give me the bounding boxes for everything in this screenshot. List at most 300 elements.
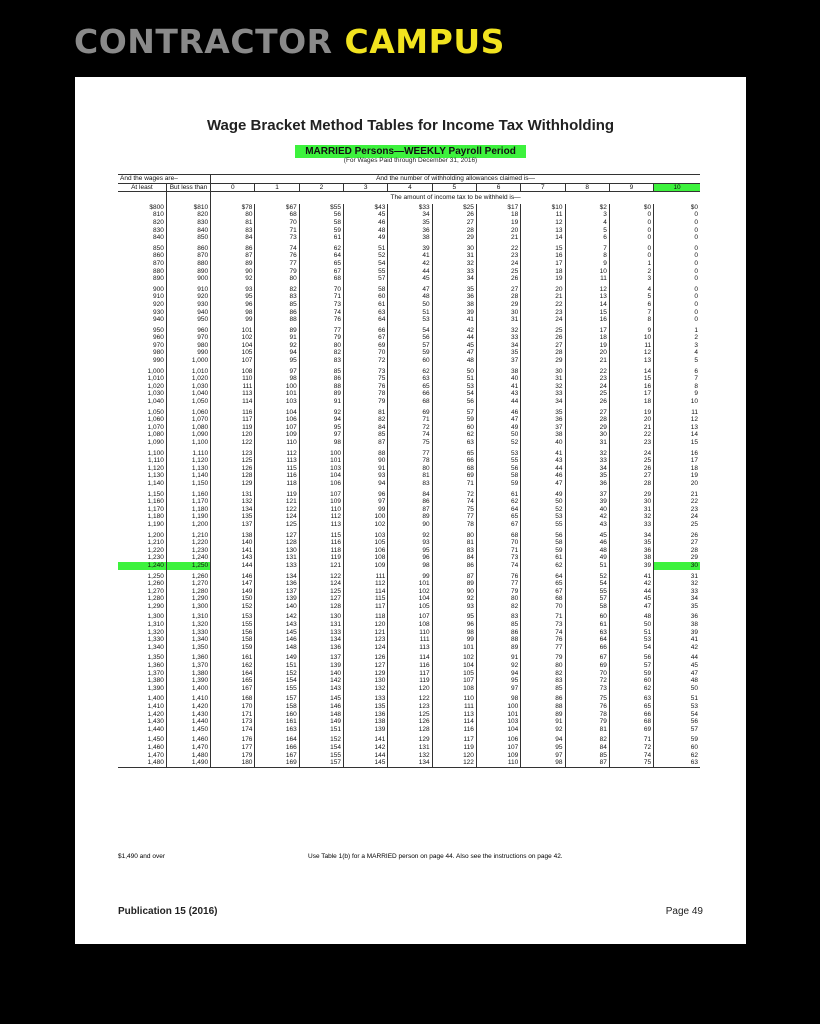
table-cell: 93 xyxy=(432,603,476,611)
table-cell: 88 xyxy=(476,636,520,644)
table-cell: 54 xyxy=(654,711,700,719)
table-cell: 80 xyxy=(432,529,476,540)
table-cell: 56 xyxy=(432,398,476,406)
table-cell: 820 xyxy=(166,211,210,219)
table-cell: 77 xyxy=(299,324,343,335)
table-row xyxy=(118,726,700,734)
table-cell: 0 xyxy=(654,283,700,294)
table-cell: 69 xyxy=(565,662,609,670)
table-cell: 121 xyxy=(255,498,299,506)
table-cell: 0 xyxy=(654,309,700,317)
table-cell: 86 xyxy=(211,242,255,253)
table-cell: 22 xyxy=(565,365,609,376)
table-cell: 930 xyxy=(166,301,210,309)
table-cell: 94 xyxy=(344,480,388,488)
table-cell: 131 xyxy=(211,488,255,499)
table-cell: 85 xyxy=(565,752,609,760)
table-row xyxy=(118,644,700,652)
table-cell: 1,110 xyxy=(166,447,210,458)
table-cell: 1,090 xyxy=(147,439,164,446)
table-cell: 105 xyxy=(211,349,255,357)
table-cell: 72 xyxy=(344,357,388,365)
table-row xyxy=(118,349,700,357)
table-row xyxy=(118,677,700,685)
table-cell: 64 xyxy=(521,570,565,581)
table-cell: 82 xyxy=(521,670,565,678)
table-cell: 85 xyxy=(344,431,388,439)
table-cell: 76 xyxy=(344,383,388,391)
table-cell: 12 xyxy=(565,283,609,294)
table-cell: 53 xyxy=(609,636,653,644)
table-cell: 63 xyxy=(344,309,388,317)
table-cell: 77 xyxy=(476,580,520,588)
table-row xyxy=(118,513,700,521)
table-cell: 51 xyxy=(609,629,653,637)
table-cell: 159 xyxy=(211,644,255,652)
table-cell: 36 xyxy=(609,547,653,555)
table-cell: 75 xyxy=(432,506,476,514)
table-cell: 22 xyxy=(609,431,653,439)
table-cell: 36 xyxy=(654,610,700,621)
table-cell: 113 xyxy=(432,711,476,719)
table-cell: 156 xyxy=(211,629,255,637)
table-row xyxy=(118,309,700,317)
table-cell: 36 xyxy=(388,227,432,235)
table-cell: 34 xyxy=(521,398,565,406)
table-cell: 95 xyxy=(521,744,565,752)
table-cell: 63 xyxy=(388,375,432,383)
table-cell: 71 xyxy=(609,733,653,744)
table-cell: 1 xyxy=(609,260,653,268)
table-cell: 44 xyxy=(388,268,432,276)
table-cell: 60 xyxy=(654,744,700,752)
table-cell: 82 xyxy=(299,349,343,357)
table-cell: 7 xyxy=(654,375,700,383)
table-cell: 148 xyxy=(255,644,299,652)
table-cell: 133 xyxy=(344,692,388,703)
table-row xyxy=(118,718,700,726)
table-cell: 138 xyxy=(211,529,255,540)
table-cell: 860 xyxy=(152,252,164,260)
table-cell: 12 xyxy=(521,219,565,227)
table-cell: 119 xyxy=(388,677,432,685)
table-row xyxy=(118,703,700,711)
table-cell: 63 xyxy=(609,692,653,703)
table-cell: 33 xyxy=(565,457,609,465)
table-cell: 133 xyxy=(299,629,343,637)
table-cell: 50 xyxy=(654,685,700,693)
table-cell: 74 xyxy=(476,562,520,570)
table-cell: 119 xyxy=(432,744,476,752)
table-cell: 850 xyxy=(166,234,210,242)
table-cell: 43 xyxy=(476,390,520,398)
table-cell: 164 xyxy=(255,733,299,744)
table-cell: 83 xyxy=(388,480,432,488)
table-cell: 92 xyxy=(388,529,432,540)
table-cell: 910 xyxy=(166,283,210,294)
table-cell: 32 xyxy=(565,447,609,458)
table-cell: 153 xyxy=(211,610,255,621)
table-cell: 1,410 xyxy=(147,703,164,710)
table-cell: 26 xyxy=(432,211,476,219)
table-cell: 12 xyxy=(654,416,700,424)
table-cell: 0 xyxy=(654,252,700,260)
table-cell: 14 xyxy=(609,365,653,376)
table-cell: 33 xyxy=(654,588,700,596)
table-cell: 26 xyxy=(654,529,700,540)
table-cell: 68 xyxy=(476,529,520,540)
table-cell: 71 xyxy=(255,227,299,235)
table-cell: 20 xyxy=(654,480,700,488)
table-cell: 61 xyxy=(344,301,388,309)
table-cell: 85 xyxy=(476,621,520,629)
table-cell: 39 xyxy=(388,242,432,253)
table-cell: 98 xyxy=(521,759,565,767)
table-row xyxy=(118,498,700,506)
table-cell: $55 xyxy=(299,204,343,212)
table-cell: 1,370 xyxy=(166,662,210,670)
table-cell: 960 xyxy=(152,334,164,342)
table-cell: 158 xyxy=(211,636,255,644)
table-cell: 0 xyxy=(609,211,653,219)
table-cell: 46 xyxy=(521,472,565,480)
table-cell: 0 xyxy=(654,219,700,227)
table-cell: 80 xyxy=(476,595,520,603)
table-cell: 54 xyxy=(609,644,653,652)
table-row xyxy=(118,685,700,693)
table-cell: 119 xyxy=(299,554,343,562)
table-cell: 91 xyxy=(476,651,520,662)
table-cell: 109 xyxy=(255,431,299,439)
allowance-column-9: 9 xyxy=(609,183,653,192)
table-cell: 35 xyxy=(609,539,653,547)
table-cell: 1,240 xyxy=(166,554,210,562)
table-cell: 113 xyxy=(299,521,343,529)
table-cell: 104 xyxy=(388,595,432,603)
table-row xyxy=(118,324,700,335)
table-cell: 40 xyxy=(476,375,520,383)
table-cell: 1,000 xyxy=(166,357,210,365)
table-cell: 7 xyxy=(609,309,653,317)
table-row xyxy=(118,651,700,662)
table-cell: 810 xyxy=(152,211,164,219)
table-cell: 30 xyxy=(565,431,609,439)
table-cell: 141 xyxy=(211,547,255,555)
table-cell: 62 xyxy=(299,242,343,253)
table-cell: 110 xyxy=(388,629,432,637)
table-cell: 62 xyxy=(432,431,476,439)
table-cell: 40 xyxy=(521,439,565,447)
table-cell: 96 xyxy=(211,301,255,309)
table-cell: $0 xyxy=(609,204,653,212)
table-cell: 830 xyxy=(152,226,164,234)
table-cell: 1,010 xyxy=(166,365,210,376)
table-cell: 88 xyxy=(344,447,388,458)
table-cell: 1,190 xyxy=(166,513,210,521)
table-row xyxy=(118,539,700,547)
table-cell: 68 xyxy=(299,275,343,283)
table-cell: 33 xyxy=(521,390,565,398)
table-cell: 1,230 xyxy=(147,554,164,562)
table-cell: 44 xyxy=(654,651,700,662)
table-cell: 129 xyxy=(211,480,255,488)
table-cell: 18 xyxy=(565,334,609,342)
table-cell: 35 xyxy=(476,349,520,357)
allowances-header: And the number of withholding allowances claimed is— xyxy=(211,175,700,184)
table-cell: 35 xyxy=(388,219,432,227)
table-cell: 24 xyxy=(654,513,700,521)
amount-header: The amount of income tax to be withheld is— xyxy=(211,192,700,204)
table-cell: 131 xyxy=(255,554,299,562)
table-cell: 137 xyxy=(299,651,343,662)
table-cell: 980 xyxy=(152,349,164,357)
table-cell: 950 xyxy=(166,316,210,324)
table-cell: 11 xyxy=(609,342,653,350)
table-cell: 38 xyxy=(432,301,476,309)
table-cell: 55 xyxy=(521,521,565,529)
table-cell: 1,180 xyxy=(166,506,210,514)
wages-header: And the wages are– xyxy=(118,175,211,184)
table-row xyxy=(118,733,700,744)
table-row xyxy=(118,570,700,581)
table-cell: 1,190 xyxy=(147,520,164,528)
table-cell: 1,030 xyxy=(166,383,210,391)
table-cell: 17 xyxy=(654,457,700,465)
table-cell: 149 xyxy=(255,651,299,662)
table-cell: 125 xyxy=(255,521,299,529)
table-cell: 78 xyxy=(565,711,609,719)
table-cell: 65 xyxy=(521,580,565,588)
table-cell: 137 xyxy=(255,588,299,596)
table-cell: 1,410 xyxy=(166,692,210,703)
table-cell: 51 xyxy=(654,692,700,703)
table-cell: 121 xyxy=(344,629,388,637)
table-row xyxy=(118,252,700,260)
table-row xyxy=(118,416,700,424)
table-cell: 20 xyxy=(476,227,520,235)
table-cell: 164 xyxy=(211,670,255,678)
table-cell: 99 xyxy=(388,570,432,581)
table-cell: 39 xyxy=(565,498,609,506)
table-cell: 5 xyxy=(565,227,609,235)
date-note: (For Wages Paid through December 31, 2016) xyxy=(343,157,478,164)
table-cell: 117 xyxy=(432,733,476,744)
table-cell: 157 xyxy=(299,759,343,767)
table-cell: 50 xyxy=(521,498,565,506)
table-cell: 68 xyxy=(609,718,653,726)
table-cell: 177 xyxy=(211,744,255,752)
table-cell: 83 xyxy=(476,610,520,621)
table-cell: 69 xyxy=(432,472,476,480)
table-cell: 74 xyxy=(609,752,653,760)
table-cell: 1,040 xyxy=(147,398,164,406)
table-cell: 87 xyxy=(344,439,388,447)
table-cell: 970 xyxy=(166,334,210,342)
table-cell: 840 xyxy=(152,234,164,242)
table-cell: 128 xyxy=(255,539,299,547)
table-cell: 87 xyxy=(388,506,432,514)
table-cell: 95 xyxy=(255,357,299,365)
table-cell: 0 xyxy=(654,242,700,253)
at-least-header: At least xyxy=(118,183,166,192)
table-cell: 12 xyxy=(609,349,653,357)
table-cell: 1,490 xyxy=(166,759,210,767)
table-cell: 24 xyxy=(476,260,520,268)
table-cell: 102 xyxy=(432,651,476,662)
table-cell: 132 xyxy=(388,752,432,760)
table-cell: 45 xyxy=(388,275,432,283)
table-cell: 10 xyxy=(609,334,653,342)
table-cell: 14 xyxy=(654,431,700,439)
table-cell: 105 xyxy=(388,603,432,611)
table-cell: 71 xyxy=(432,480,476,488)
table-cell: 89 xyxy=(255,324,299,335)
table-row xyxy=(118,365,700,376)
table-cell: 65 xyxy=(432,447,476,458)
table-cell: $78 xyxy=(211,204,255,212)
table-cell: 102 xyxy=(344,521,388,529)
table-cell: 37 xyxy=(521,424,565,432)
table-cell: 63 xyxy=(565,629,609,637)
table-cell: 117 xyxy=(344,603,388,611)
table-cell: 9 xyxy=(609,324,653,335)
table-cell: 21 xyxy=(521,293,565,301)
table-cell: 101 xyxy=(255,390,299,398)
allowance-column-1: 1 xyxy=(255,183,299,192)
table-cell: 36 xyxy=(432,293,476,301)
table-cell: 75 xyxy=(388,439,432,447)
table-cell: 900 xyxy=(166,275,210,283)
table-cell: 97 xyxy=(344,498,388,506)
table-cell: 116 xyxy=(255,472,299,480)
table-cell: 61 xyxy=(521,554,565,562)
table-cell: 32 xyxy=(654,580,700,588)
table-cell: 116 xyxy=(432,726,476,734)
table-cell: 15 xyxy=(565,309,609,317)
table-row xyxy=(118,670,700,678)
table-cell: 48 xyxy=(344,227,388,235)
table-cell: 39 xyxy=(432,309,476,317)
table-cell: 49 xyxy=(344,234,388,242)
table-cell: 1,110 xyxy=(148,457,164,465)
table-cell: 31 xyxy=(476,316,520,324)
table-cell: 9 xyxy=(565,260,609,268)
table-row xyxy=(118,204,700,212)
table-row xyxy=(118,752,700,760)
table-cell: 124 xyxy=(344,644,388,652)
table-cell: 10 xyxy=(654,398,700,406)
table-cell: 26 xyxy=(609,465,653,473)
table-cell: 101 xyxy=(299,457,343,465)
table-cell: 76 xyxy=(521,636,565,644)
table-cell: 123 xyxy=(388,703,432,711)
table-cell: 80 xyxy=(211,211,255,219)
table-cell: 93 xyxy=(388,539,432,547)
table-cell: 70 xyxy=(344,349,388,357)
table-cell: 88 xyxy=(299,383,343,391)
table-cell: 1,000 xyxy=(147,367,164,375)
table-cell: 146 xyxy=(255,636,299,644)
table-cell: 25 xyxy=(521,324,565,335)
table-cell: 48 xyxy=(432,357,476,365)
table-cell: 77 xyxy=(388,447,432,458)
table-cell: 154 xyxy=(255,677,299,685)
table-cell: 91 xyxy=(255,334,299,342)
table-cell: 9 xyxy=(654,390,700,398)
table-cell: 125 xyxy=(388,711,432,719)
table-cell: 28 xyxy=(565,416,609,424)
table-cell: 124 xyxy=(255,513,299,521)
table-cell: 19 xyxy=(654,472,700,480)
table-cell: 108 xyxy=(211,365,255,376)
table-cell: 13 xyxy=(609,357,653,365)
table-cell: 50 xyxy=(388,301,432,309)
table-cell: 84 xyxy=(565,744,609,752)
table-cell: 73 xyxy=(476,554,520,562)
table-cell: 75 xyxy=(344,375,388,383)
table-cell: $67 xyxy=(255,204,299,212)
table-cell: 60 xyxy=(565,610,609,621)
table-cell: 69 xyxy=(344,342,388,350)
table-cell: 37 xyxy=(476,357,520,365)
table-cell: 35 xyxy=(432,283,476,294)
table-cell: $43 xyxy=(344,204,388,212)
table-cell: 32 xyxy=(476,324,520,335)
table-cell: 89 xyxy=(521,711,565,719)
table-cell: 94 xyxy=(521,733,565,744)
table-cell: 114 xyxy=(211,398,255,406)
table-cell: 1,440 xyxy=(166,718,210,726)
table-cell: 98 xyxy=(255,375,299,383)
table-cell: 77 xyxy=(432,513,476,521)
table-cell: 28 xyxy=(654,547,700,555)
page-subtitle: MARRIED Persons—WEEKLY Payroll Period xyxy=(295,145,526,158)
table-cell: 1,310 xyxy=(147,621,164,629)
table-cell: 58 xyxy=(565,603,609,611)
table-cell: 101 xyxy=(388,580,432,588)
table-cell: 47 xyxy=(654,670,700,678)
table-cell: 17 xyxy=(521,260,565,268)
table-cell: 21 xyxy=(565,357,609,365)
table-cell: 53 xyxy=(388,316,432,324)
table-cell: 55 xyxy=(344,268,388,276)
table-cell: 62 xyxy=(521,562,565,570)
table-cell: $17 xyxy=(476,204,520,212)
table-cell: 134 xyxy=(255,570,299,581)
table-cell: 0 xyxy=(654,211,700,219)
table-cell: 50 xyxy=(476,431,520,439)
table-cell: 0 xyxy=(654,275,700,283)
table-cell: 2 xyxy=(654,334,700,342)
table-cell: 82 xyxy=(476,603,520,611)
page-number: Page 49 xyxy=(665,906,703,917)
table-cell: 21 xyxy=(609,424,653,432)
table-cell: 1,280 xyxy=(166,588,210,596)
table-cell: 122 xyxy=(299,570,343,581)
table-cell: 35 xyxy=(521,406,565,417)
table-cell: 61 xyxy=(299,234,343,242)
table-cell: 88 xyxy=(255,316,299,324)
table-cell: 152 xyxy=(255,670,299,678)
table-cell: 1,400 xyxy=(166,685,210,693)
table-cell: 49 xyxy=(476,424,520,432)
table-cell: 63 xyxy=(654,759,700,767)
table-cell: 10 xyxy=(565,268,609,276)
table-cell: 28 xyxy=(521,349,565,357)
footer-left: $1,490 and over xyxy=(118,853,165,860)
but-less-than-header: But less than xyxy=(166,183,210,192)
table-cell: 160 xyxy=(255,711,299,719)
